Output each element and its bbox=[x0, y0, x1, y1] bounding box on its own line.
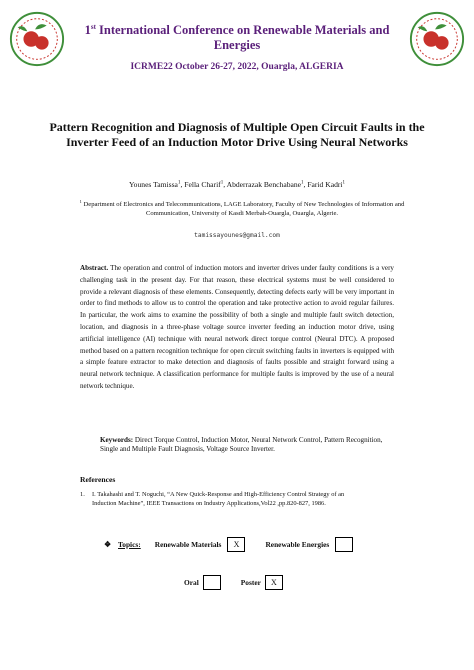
poster-checkbox[interactable]: X bbox=[265, 575, 283, 590]
renewable-materials-checkbox[interactable]: X bbox=[227, 537, 245, 552]
conference-name: International Conference on Renewable Materials and Energies bbox=[99, 23, 390, 53]
author-name: Farid Kadri bbox=[307, 180, 343, 189]
affiliation-text: Department of Electronics and Telecommunications, LAGE Laboratory, Faculty of New Technologies of Information and Communication, University of Kasdi Merbah-Ouargla, Ouargla, Algerie. bbox=[83, 201, 405, 218]
renewable-energies-label: Renewable Energies bbox=[265, 540, 330, 549]
contact-email[interactable]: tamissayounes@gmail.com bbox=[194, 232, 280, 239]
keywords bbox=[100, 436, 384, 454]
author-name: Fella Charif bbox=[184, 180, 221, 189]
topics-label: Topics: bbox=[118, 540, 141, 549]
reference-text: I. Takahashi and T. Noguchi, “A New Quick-Response and High-Efficiency Control Strategy of an Induction Machine”, IEEE Transactions on Industry Applications,Vol22 ,pp.820-827, 1986. bbox=[92, 491, 345, 507]
abstract-label: Abstract. bbox=[80, 264, 109, 272]
conference-logo-icon bbox=[8, 10, 66, 68]
keywords-label: Keywords: bbox=[100, 436, 134, 444]
paper-title: Pattern Recognition and Diagnosis of Multiple Open Circuit Faults in the Inverter Feed of an Induction Motor Drive Using Neural Networks bbox=[49, 120, 425, 149]
presentation-format-row bbox=[184, 575, 283, 590]
author-name: Abderrazak Benchabane bbox=[226, 180, 302, 189]
conference-title bbox=[70, 20, 404, 53]
author-sup: 1 bbox=[177, 180, 181, 186]
conference-date-location: ICRME22 October 26-27, 2022, Ouargla, ALGERIA bbox=[130, 62, 344, 72]
author-sup: 1 bbox=[301, 180, 304, 186]
renewable-materials-label: Renewable Materials bbox=[154, 540, 222, 549]
oral-checkbox[interactable] bbox=[203, 575, 221, 590]
affiliation-sup: 1 bbox=[79, 199, 82, 204]
conference-logo-icon bbox=[408, 10, 466, 68]
reference-item bbox=[80, 491, 364, 509]
conference-ordinal: 1 bbox=[84, 23, 91, 38]
author-sup: 1 bbox=[220, 180, 224, 186]
author-list: Younes Tamissa$^1$, Fella Charif$^1$, Abderrazak Benchabane$^1$, Farid Kadri$^1$ bbox=[128, 180, 346, 189]
author-sup: 1 bbox=[342, 180, 346, 186]
abstract-text: The operation and control of induction motors and inverter drives under faulty conditions is a very challenging task in the present day. For that reason, these electrical systems must be well considered to provide a relevant diagnosis of these elements. Consequently, detecting defects early will be very important in order to find methods to allow us to control the operation and take protective action to avoid regular failures. In particular, the work aims to examine the possibility of both a single and multiple fault switch detection, location, and diagnosis in a three-phase voltage source inverter feeding an induction motor drive, using artificial intelligence (AI) technique with neural network direct torque control (Neural DTC). A proposed method based on a pattern recognition technique for open circuit switching faults in inverters is equipped with a simple feature extractor to make detection and diagnosis of faults possible and straight forward using a neural network technique. A classification performance for multiple faults is improved by the use of a neural network technique. bbox=[80, 264, 394, 390]
abstract bbox=[80, 263, 394, 393]
diamond-bullet-icon: ❖ bbox=[104, 540, 112, 549]
references-heading: References bbox=[80, 475, 116, 484]
conference-ordinal-suffix: st bbox=[90, 23, 96, 31]
renewable-energies-checkbox[interactable] bbox=[335, 537, 353, 552]
poster-label: Poster bbox=[240, 578, 261, 587]
author-name: Younes Tamissa bbox=[128, 180, 178, 189]
reference-number: 1. bbox=[80, 491, 85, 498]
oral-label: Oral bbox=[184, 578, 199, 587]
affiliation bbox=[70, 197, 414, 218]
keywords-text: Direct Torque Control, Induction Motor, Neural Network Control, Pattern Recognition, Single and Multiple Fault Diagnosis, Voltage Source Inverter. bbox=[100, 436, 383, 454]
topics-row bbox=[104, 537, 353, 552]
